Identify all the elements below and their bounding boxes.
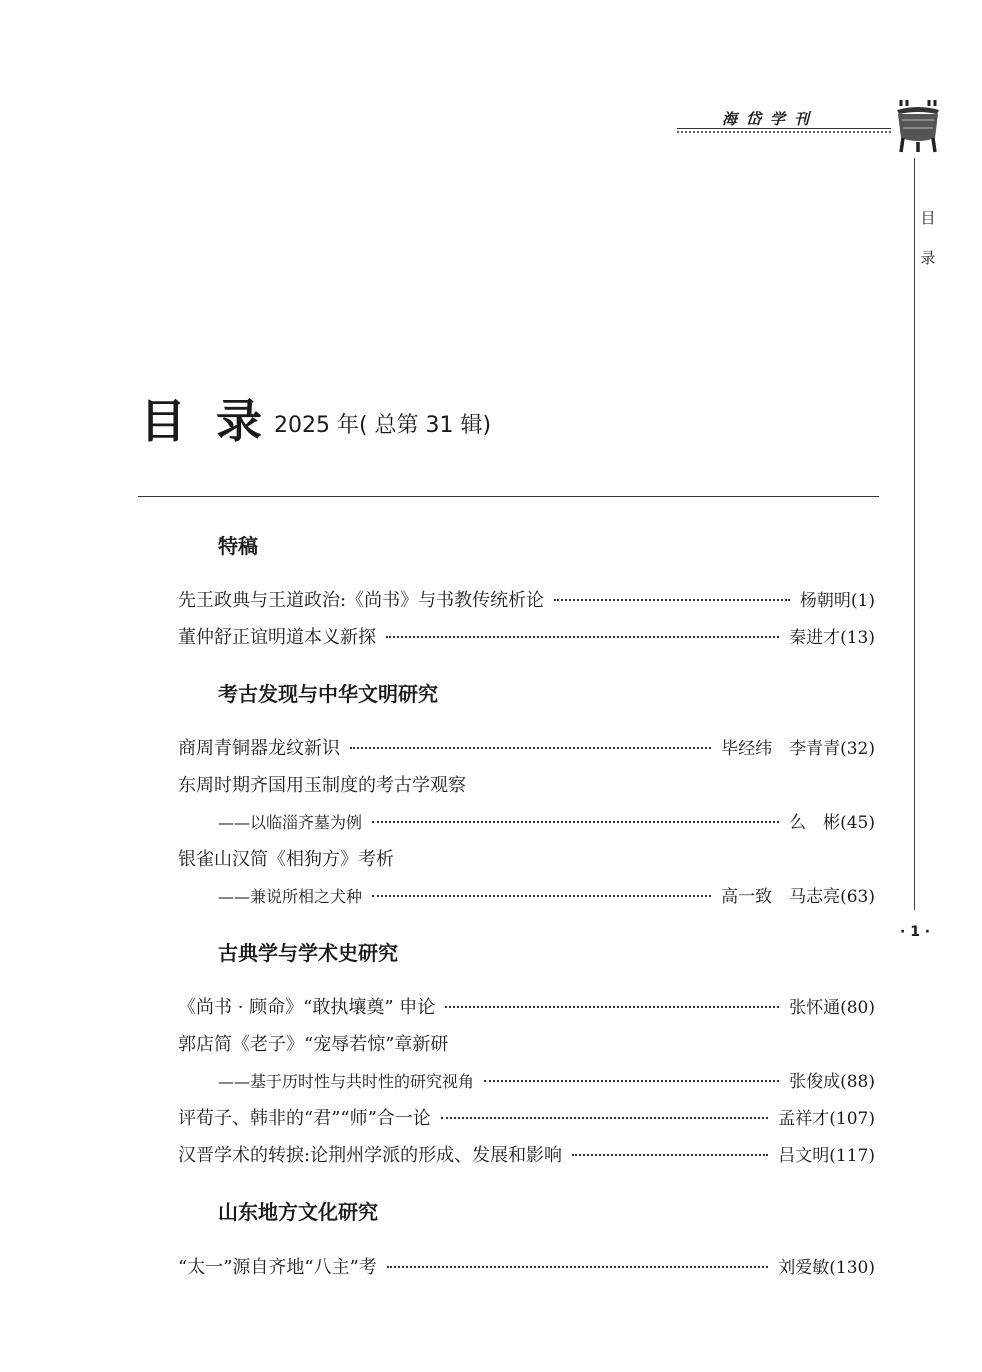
title-divider bbox=[138, 496, 879, 497]
entry-title: “太一”源自齐地“八主”考 bbox=[178, 1257, 377, 1278]
toc-entry-subtitle[interactable] bbox=[218, 808, 875, 834]
toc-entry[interactable] bbox=[178, 623, 875, 649]
entry-author-page: 张怀通(80) bbox=[789, 998, 875, 1018]
toc-entry[interactable] bbox=[178, 993, 875, 1019]
entry-subtitle: ——兼说所相之犬种 bbox=[218, 887, 363, 906]
section-heading: 考古发现与中华文明研究 bbox=[218, 682, 438, 706]
toc-entry-subtitle[interactable] bbox=[218, 1067, 875, 1093]
entry-title: 商周青铜器龙纹新识 bbox=[178, 738, 340, 759]
entry-subtitle: ——以临淄齐墓为例 bbox=[218, 813, 363, 832]
entry-author-page: 杨朝明(1) bbox=[799, 591, 875, 611]
leader-dots bbox=[372, 821, 779, 823]
leader-dots bbox=[484, 1080, 779, 1082]
toc-entry[interactable] bbox=[178, 1141, 875, 1167]
bronze-ding-logo-icon bbox=[893, 98, 943, 154]
issue-subtitle: 2025 年( 总第 31 辑) bbox=[274, 413, 492, 438]
entry-author-page: 孟祥才(107) bbox=[778, 1109, 875, 1129]
page-title: 目录 bbox=[140, 394, 292, 448]
toc-entry[interactable] bbox=[178, 734, 875, 760]
toc-entry[interactable] bbox=[178, 1104, 875, 1130]
leader-dots bbox=[554, 599, 790, 601]
journal-header-title: 海岱学刊 bbox=[722, 110, 819, 128]
section-heading: 古典学与学术史研究 bbox=[218, 941, 398, 965]
toc-entry[interactable] bbox=[178, 1253, 875, 1279]
leader-dots bbox=[445, 1006, 779, 1008]
entry-subtitle: ——基于历时性与共时性的研究视角 bbox=[218, 1072, 475, 1091]
entry-title: 董仲舒正谊明道本义新探 bbox=[178, 627, 376, 648]
entry-title: 评荀子、韩非的“君”“师”合一论 bbox=[178, 1108, 431, 1129]
entry-author-page: 秦进才(13) bbox=[789, 628, 875, 648]
entry-title: 东周时期齐国用玉制度的考古学观察 bbox=[178, 775, 466, 796]
leader-dots bbox=[350, 747, 711, 749]
toc-entry-subtitle[interactable] bbox=[218, 882, 875, 908]
toc-entry[interactable] bbox=[178, 771, 466, 797]
entry-title: 银雀山汉简《相狗方》考析 bbox=[178, 849, 394, 870]
side-label-char-1: 目 bbox=[920, 209, 936, 227]
page-number: · 1 · bbox=[900, 924, 931, 940]
entry-author-page: 张俊成(88) bbox=[789, 1072, 875, 1092]
side-label bbox=[920, 198, 936, 278]
toc-entry[interactable] bbox=[178, 586, 875, 612]
entry-author-page: 刘爱敏(130) bbox=[778, 1258, 875, 1278]
section-heading: 特稿 bbox=[218, 534, 258, 558]
leader-dots bbox=[386, 636, 779, 638]
leader-dots bbox=[572, 1154, 768, 1156]
entry-title: 先王政典与王道政治:《尚书》与书教传统析论 bbox=[178, 590, 545, 611]
leader-dots bbox=[387, 1266, 768, 1268]
entry-author-page: 吕文明(117) bbox=[778, 1146, 875, 1166]
toc-entry[interactable] bbox=[178, 1030, 448, 1056]
header-rule bbox=[677, 128, 891, 133]
entry-author-page: 高一致 马志亮(63) bbox=[721, 887, 875, 907]
entry-title: 《尚书 · 顾命》“敢执壤奠” 申论 bbox=[178, 997, 436, 1018]
margin-vertical-rule bbox=[914, 158, 915, 910]
entry-author-page: 么 彬(45) bbox=[789, 813, 875, 833]
leader-dots bbox=[441, 1117, 768, 1119]
leader-dots bbox=[372, 895, 711, 897]
section-heading: 山东地方文化研究 bbox=[218, 1200, 378, 1224]
entry-title: 汉晋学术的转捩:论荆州学派的形成、发展和影响 bbox=[178, 1145, 563, 1166]
entry-author-page: 毕经纬 李青青(32) bbox=[721, 739, 875, 759]
side-label-char-2: 录 bbox=[920, 249, 936, 267]
toc-entry[interactable] bbox=[178, 845, 394, 871]
entry-title: 郭店简《老子》“宠辱若惊”章新研 bbox=[178, 1034, 449, 1055]
